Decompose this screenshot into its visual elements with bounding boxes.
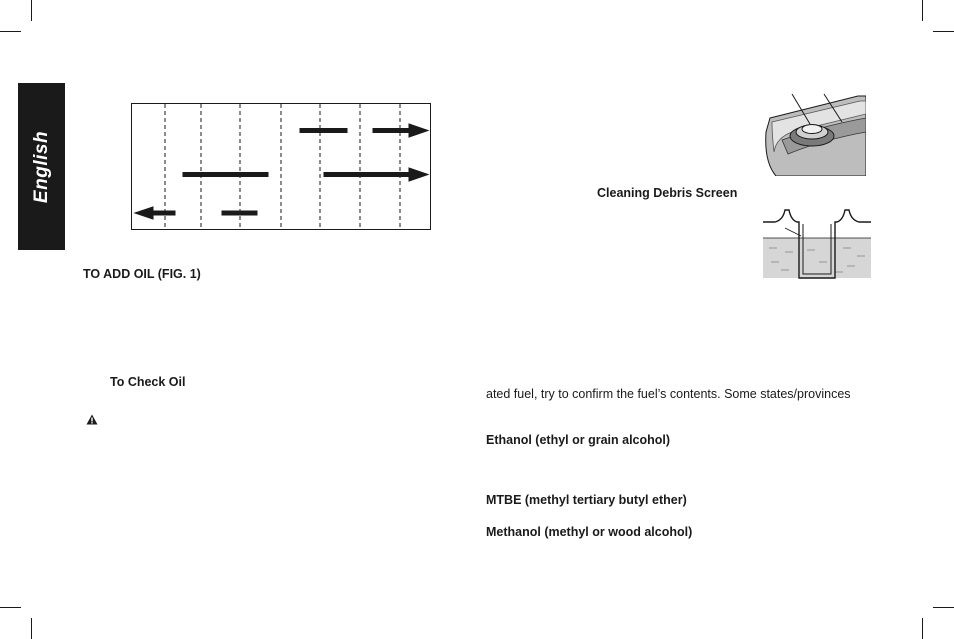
language-tab-label: English	[30, 130, 52, 203]
arrow-left-icon	[135, 207, 153, 219]
range-bar	[300, 129, 347, 133]
language-tab	[18, 83, 65, 250]
add-oil-heading: TO ADD OIL (FIG. 1)	[83, 267, 201, 281]
range-arrow-shaft	[151, 211, 175, 215]
crop-mark	[31, 0, 32, 21]
range-arrow-shaft	[324, 173, 411, 177]
crop-mark	[922, 0, 923, 21]
debris-screen-section-figure	[763, 206, 871, 280]
range-bar	[183, 173, 268, 177]
range-arrow-shaft	[373, 129, 411, 133]
methanol-heading: Methanol (methyl or wood alcohol)	[486, 525, 693, 539]
crop-mark	[922, 618, 923, 639]
debris-screen-cap-figure	[762, 92, 866, 176]
crop-mark	[0, 31, 21, 32]
fuel-sentence: ated fuel, try to confirm the fuel’s contents. Some states/provinces	[486, 387, 851, 401]
ethanol-heading: Ethanol (ethyl or grain alcohol)	[486, 433, 671, 447]
warning-triangle-icon	[86, 414, 98, 425]
arrow-right-icon	[409, 168, 428, 181]
crop-mark	[933, 31, 954, 32]
crop-mark	[933, 607, 954, 608]
arrow-right-icon	[409, 124, 428, 137]
oil-range-chart	[131, 103, 431, 231]
mtbe-heading: MTBE (methyl tertiary butyl ether)	[486, 493, 687, 507]
figure-caption: Cleaning Debris Screen	[597, 186, 738, 200]
check-oil-heading: To Check Oil	[110, 375, 186, 389]
crop-mark	[0, 607, 21, 608]
crop-mark	[31, 618, 32, 639]
range-bar	[222, 211, 257, 215]
